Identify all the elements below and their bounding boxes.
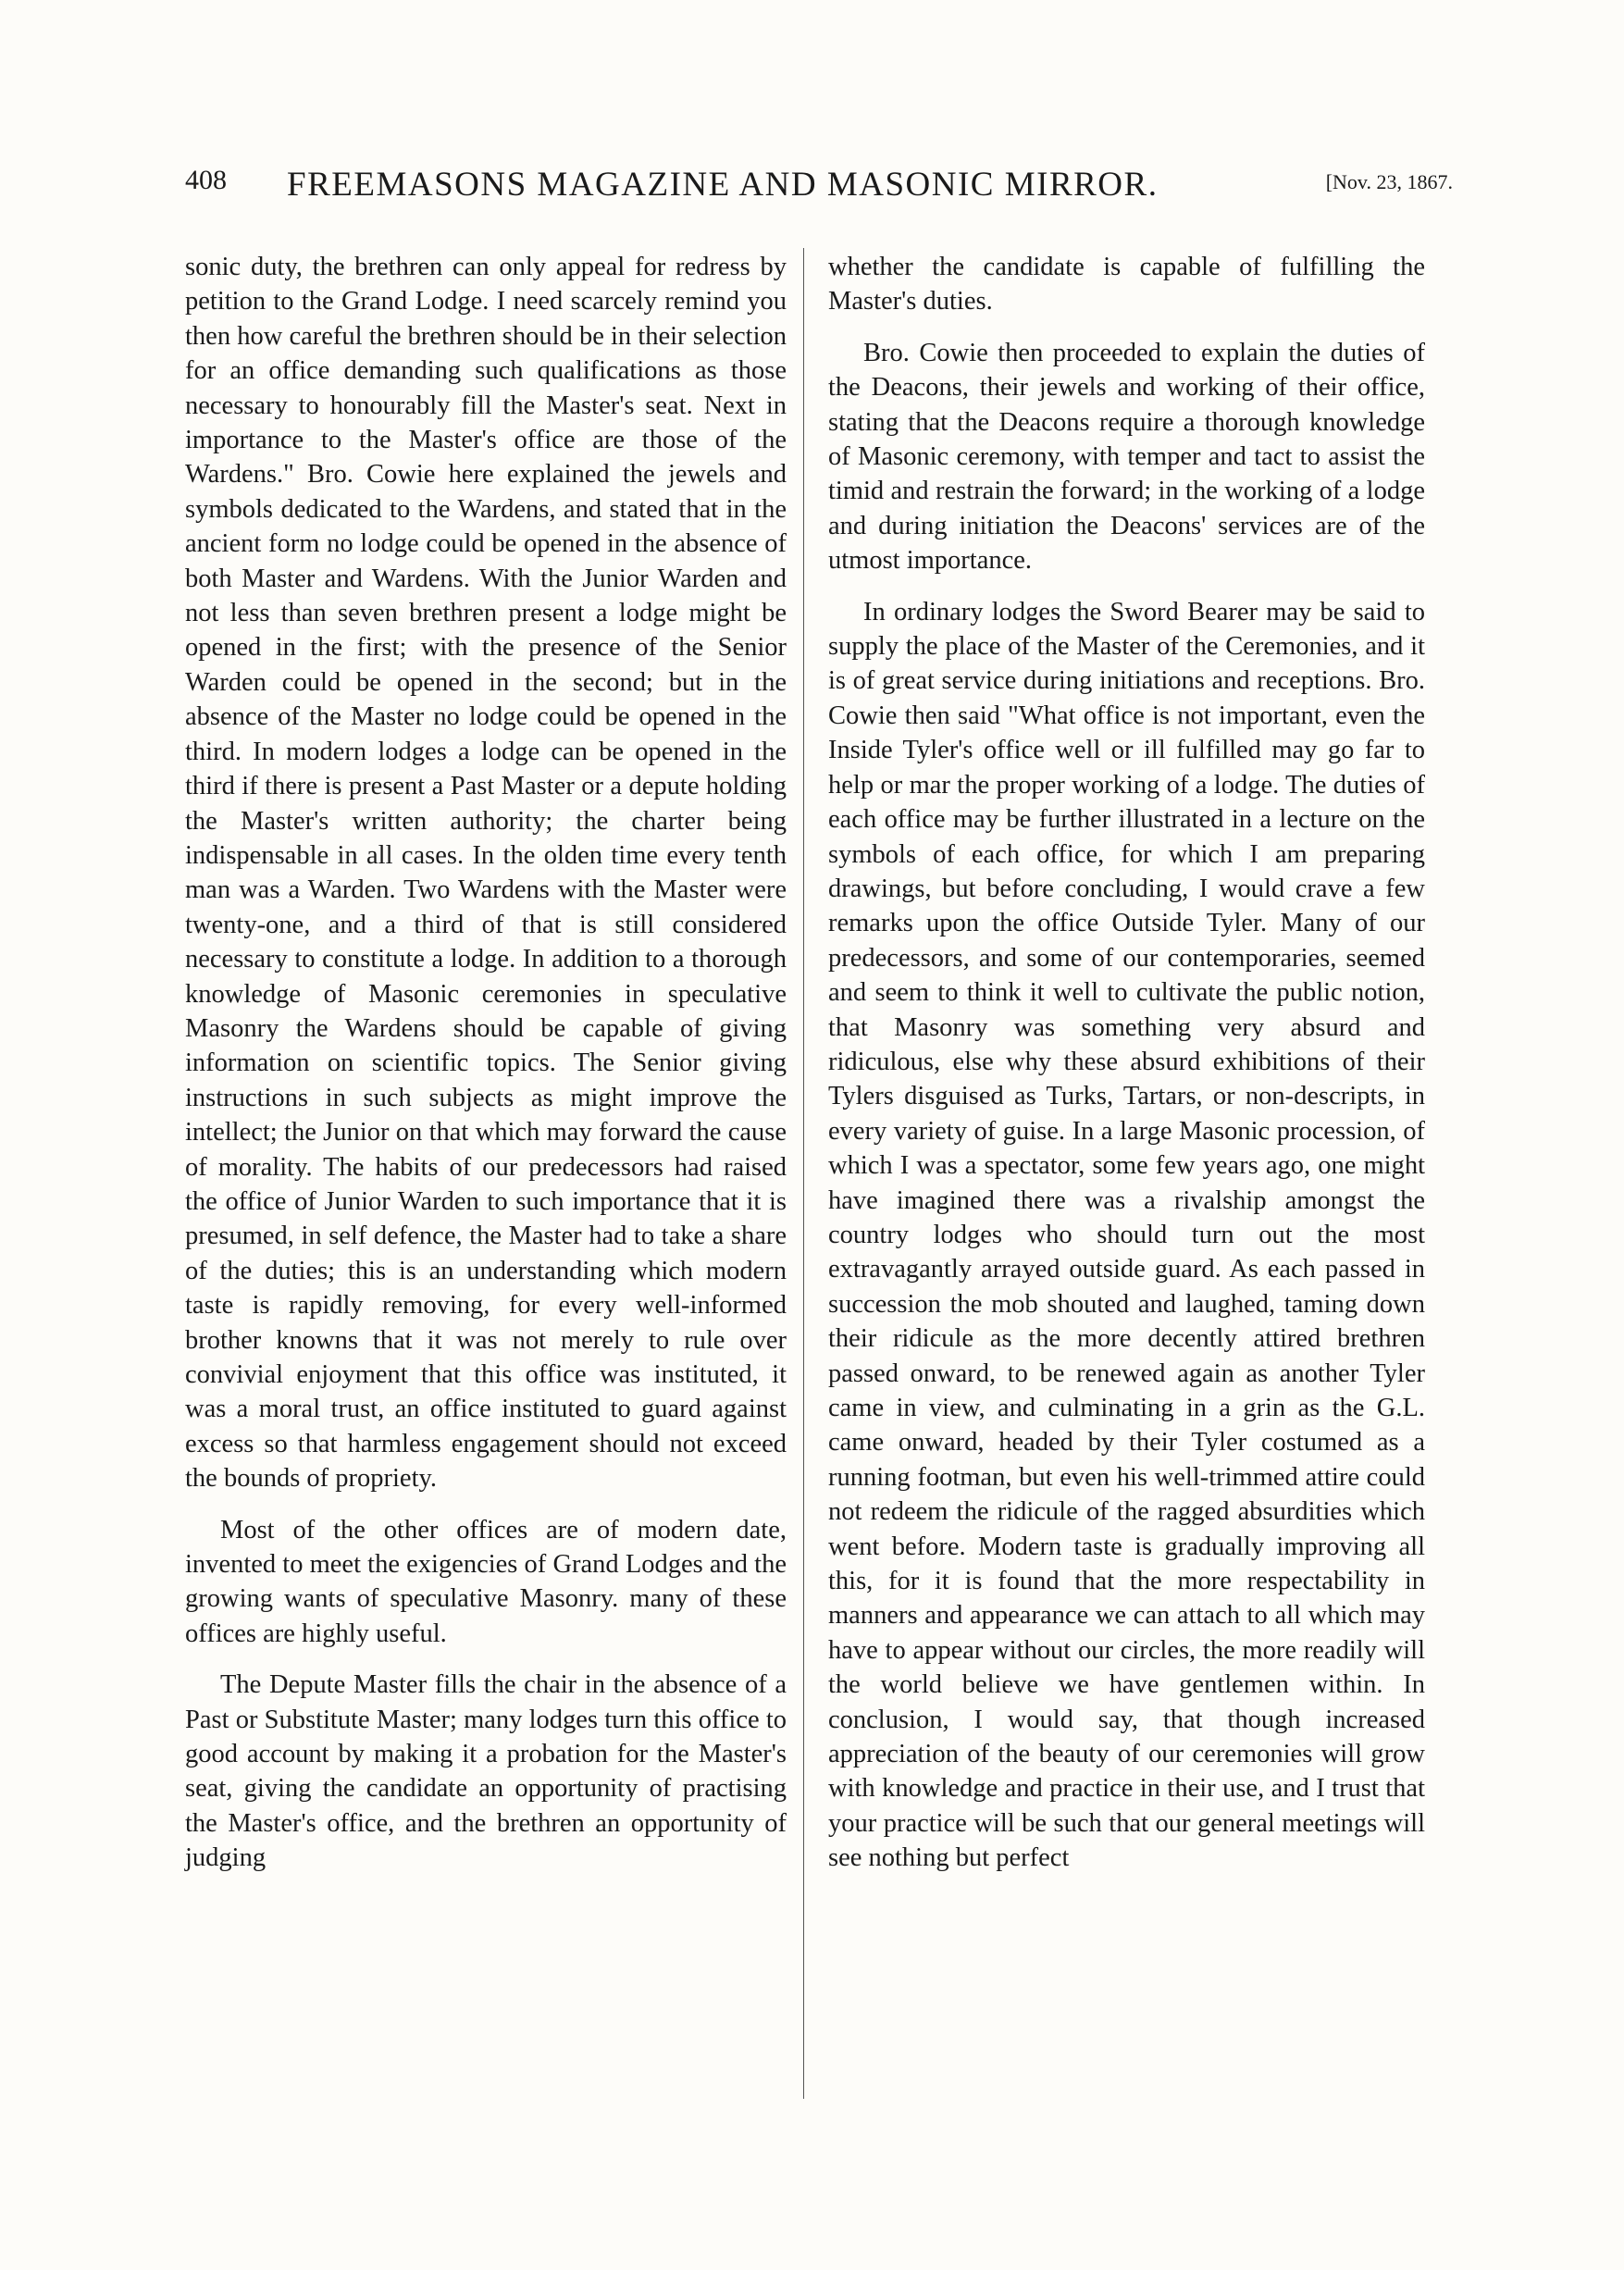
- running-title: FREEMASONS MAGAZINE AND MASONIC MIRROR.: [287, 166, 1159, 204]
- paragraph: Bro. Cowie then proceeded to explain the duties of the Deacons, their jewels and working of their office, stating that the Deacons require a thorough knowledge of Masonic ceremony, with temper and tact to assist the timid and restrain the forward; in the working of a lodge and during initiation the Deacons' services are of the utmost importance.: [828, 338, 1425, 576]
- column-divider: [803, 248, 804, 2099]
- issue-date: [Nov. 23, 1867.: [1325, 170, 1453, 193]
- left-column: [185, 250, 787, 1876]
- paragraph: The Depute Master fills the chair in the absence of a Past or Substitute Master; many lodges turn this office to good account by making it a probation for the Master's seat, giving the candidate an opportunity of practising the Master's office, and the brethren an opportunity of judging: [185, 1670, 787, 1873]
- right-column: [828, 250, 1425, 1876]
- page-number: 408: [185, 165, 227, 195]
- paragraph: sonic duty, the brethren can only appeal for redress by petition to the Grand Lodge. I need scarcely remind you then how careful the brethren should be in their selection for an office demanding such qualifications as those necessary to honourably fill the Master's seat. Next in importance to the Master's office are those of the Wardens." Bro. Cowie here explained the jewels and symbols dedicated to the Wardens, and stated that in the ancient form no lodge could be opened in the absence of both Master and Wardens. With the Junior Warden and not less than seven brethren present a lodge might be opened in the first; with the presence of the Senior Warden could be opened in the second; but in the absence of the Master no lodge could be opened in the third. In modern lodges a lodge can be opened in the third if there is present a Past Master or a depute holding the Master's written authority; the charter being indispensable in all cases. In the olden time every tenth man was a Warden. Two Wardens with the Master were twenty-one, and a third of that is still considered necessary to constitute a lodge. In addition to a thorough knowledge of Masonic ceremonies in speculative Masonry the Wardens should be capable of giving information on scientific topics. The Senior giving instructions in such subjects as might improve the intellect; the Junior on that which may forward the cause of morality. The habits of our predecessors had raised the office of Junior Warden to such importance that it is presumed, in self defence, the Master had to take a share of the duties; this is an understanding which modern taste is rapidly removing, for every well-informed brother knowns that it was not merely to rule over convivial enjoyment that this office was instituted, it was a moral trust, an office instituted to guard against excess so that harmless engagement should not exceed the bounds of propriety.: [185, 253, 787, 1494]
- paragraph: whether the candidate is capable of fulfilling the Master's duties.: [828, 253, 1425, 316]
- page-header: [185, 165, 1453, 211]
- paragraph: Most of the other offices are of modern date, invented to meet the exigencies of Grand Lodges and the growing wants of speculative Masonry. many of these offices are highly useful.: [185, 1515, 787, 1648]
- paragraph: In ordinary lodges the Sword Bearer may be said to supply the place of the Master of the Ceremonies, and it is of great service during initiations and receptions. Bro. Cowie then said "What office is not important, even the Inside Tyler's office well or ill fulfilled may go far to help or mar the proper working of a lodge. The duties of each office may be further illustrated in a lecture on the symbols of each office, for which I am preparing drawings, but before concluding, I would crave a few remarks upon the office Outside Tyler. Many of our predecessors, and some of our contemporaries, seemed and seem to think it well to cultivate the public notion, that Masonry was something very absurd and ridiculous, else why these absurd exhibitions of their Tylers disguised as Turks, Tartars, or non-descripts, in every variety of guise. In a large Masonic procession, of which I was a spectator, some few years ago, one might have imagined there was a rivalship amongst the country lodges who should turn out the most extravagantly arrayed outside guard. As each passed in succession the mob shouted and laughed, taming down their ridicule as the more decently attired brethren passed onward, to be renewed again as another Tyler came in view, and culminating in a grin as the G.L. came onward, headed by their Tyler costumed as a running footman, but even his well-trimmed attire could not redeem the ridicule of the ragged absurdities which went before. Modern taste is gradually improving all this, for it is found that the more respectability in manners and appearance we can attach to all which may have to appear without our circles, the more readily will the world believe we have gentlemen within. In conclusion, I would say, that though increased appreciation of the beauty of our ceremonies will grow with knowledge and practice in their use, and I trust that your practice will be such that our general meetings will see nothing but perfect: [828, 597, 1425, 1873]
